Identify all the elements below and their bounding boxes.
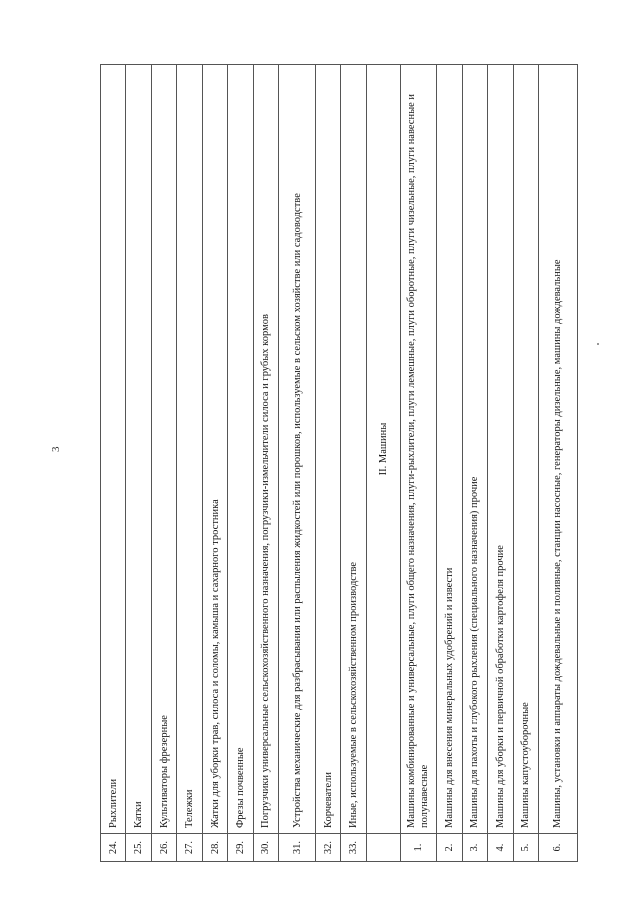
row-number: 6. xyxy=(539,834,578,862)
row-number: 26. xyxy=(151,834,176,862)
row-number: 31. xyxy=(279,834,316,862)
row-number: 1. xyxy=(400,834,437,862)
table-row xyxy=(202,65,227,862)
table-row xyxy=(253,65,278,862)
row-text: Культиваторы фрезерные xyxy=(151,65,176,834)
row-text: Машины для уборки и первичной обработки картофеля прочие xyxy=(488,65,513,834)
table-row xyxy=(101,65,126,862)
row-number: 24. xyxy=(101,834,126,862)
row-text: Устройства механические для разбрасывания или распыления жидкостей или порошков, используемые в сельском хозяйстве или садоводстве xyxy=(279,65,316,834)
section-empty-cell xyxy=(366,834,400,862)
row-number: 5. xyxy=(513,834,538,862)
row-number: 30. xyxy=(253,834,278,862)
row-text: Тележки xyxy=(177,65,202,834)
table-row xyxy=(279,65,316,862)
table-row xyxy=(539,65,578,862)
row-text: Машины капустоуборочные xyxy=(513,65,538,834)
row-number: 33. xyxy=(341,834,366,862)
row-text: Машины, установки и аппараты дождевальные и поливные, станции насосные, генераторы дизельные, машины дождевальные xyxy=(539,65,578,834)
section-row xyxy=(366,65,400,862)
machinery-list-table xyxy=(100,64,578,862)
row-number: 25. xyxy=(126,834,151,862)
row-number: 29. xyxy=(228,834,253,862)
row-number: 32. xyxy=(315,834,340,862)
row-text: Машины комбинированные и универсальные, плуги общего назначения, плуги-рыхлители, плуги лемешные, плуги оборотные, плуги чизельные, плуги навесные и полунавесные xyxy=(400,65,437,834)
table-row xyxy=(177,65,202,862)
row-text: Погрузчики универсальные сельскохозяйственного назначения, погрузчики-измельчители силоса и грубых кормов xyxy=(253,65,278,834)
table-row xyxy=(228,65,253,862)
section-title: II. Машины xyxy=(366,65,400,834)
row-text: Жатки для уборки трав, силоса и соломы, камыша и сахарного тростника xyxy=(202,65,227,834)
row-text: Фрезы почвенные xyxy=(228,65,253,834)
table-row xyxy=(513,65,538,862)
row-text: Катки xyxy=(126,65,151,834)
table-row xyxy=(315,65,340,862)
table-row xyxy=(462,65,487,862)
table-row xyxy=(437,65,462,862)
row-number: 4. xyxy=(488,834,513,862)
row-number: 28. xyxy=(202,834,227,862)
row-text: Машины для внесения минеральных удобрений и извести xyxy=(437,65,462,834)
row-number: 2. xyxy=(437,834,462,862)
table-row xyxy=(151,65,176,862)
row-text: Корчеватели xyxy=(315,65,340,834)
page-number: 3 xyxy=(50,446,62,452)
row-text: Рыхлители xyxy=(101,65,126,834)
table-row xyxy=(400,65,437,862)
table-row xyxy=(126,65,151,862)
row-number: 27. xyxy=(177,834,202,862)
row-text: Машины для пахоты и глубокого рыхления (специального назначения) прочие xyxy=(462,65,487,834)
row-number: 3. xyxy=(462,834,487,862)
table-row xyxy=(341,65,366,862)
scan-speck xyxy=(597,343,599,345)
row-text: Иные, используемые в сельскохозяйственном производстве xyxy=(341,65,366,834)
rotated-table-container xyxy=(100,64,578,862)
table-row xyxy=(488,65,513,862)
